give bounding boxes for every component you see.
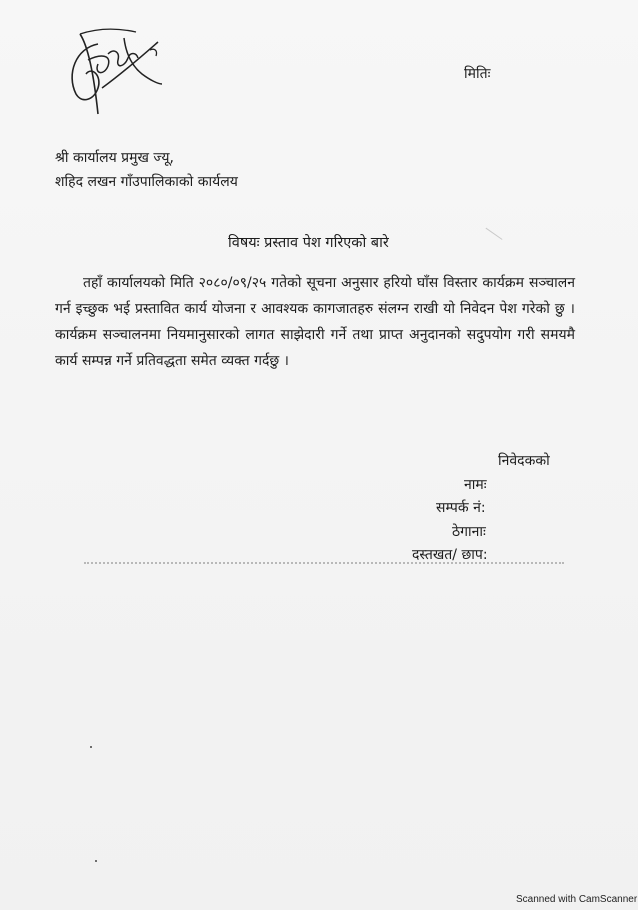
paper-speck [95,860,97,862]
addressee-title: श्री कार्यालय प्रमुख ज्यू, [55,150,174,166]
paper-crease [478,228,503,252]
applicant-closing: निवेदकको [498,453,550,469]
applicant-name-label: नामः [464,477,487,493]
paper-speck [90,746,92,748]
applicant-signature-label: दस्तखत/ छाप: [412,547,488,563]
dotted-fold-line [84,562,564,564]
applicant-address-label: ठेगानाः [452,524,486,540]
applicant-contact-label: सम्पर्क नं: [436,500,486,516]
date-label: मितिः [464,66,491,82]
addressee-block [55,146,238,194]
subject-line: विषयः प्रस्ताव पेश गरिएको बारे [228,235,389,251]
handwritten-signature [58,14,168,122]
addressee-office: शहिद लखन गाँउपालिकाको कार्यलय [55,174,238,190]
scanner-watermark: Scanned with CamScanner [516,894,638,905]
body-paragraph: तहाँ कार्यालयको मिति २०८०/०९/२५ गतेको सूचना अनुसार हरियो घाँस विस्तार कार्यक्रम सञ्चालन गर्न इच्छुक भई प्रस्तावित कार्य योजना र आवश्यक कागजातहरु संलग्न राखी यो निवेदन पेश गरेको छु । कार्यक्रम सञ्चालनमा नियमानुसारको लागत साझेदारी गर्ने तथा प्राप्त अनुदानको सदुपयोग गरी समयमै कार्य सम्पन्न गर्ने प्रतिवद्धता समेत व्यक्त गर्दछु । [55,275,575,369]
